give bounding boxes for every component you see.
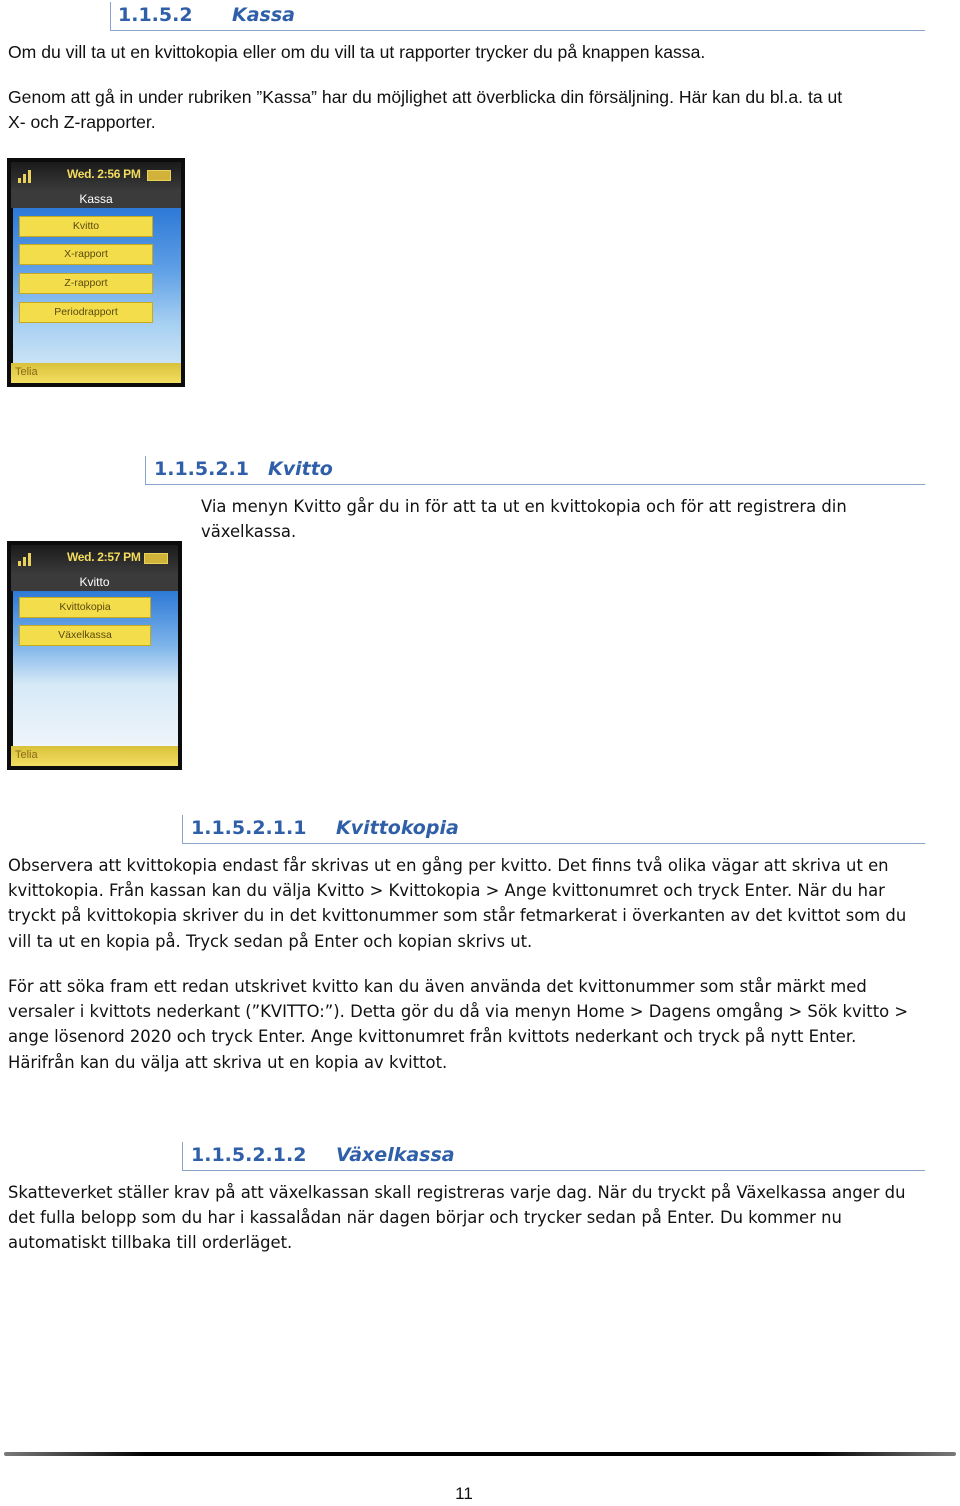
text-line: växelkassa. [201,522,297,542]
heading-number: 1.1.5.2.1.2 [191,1144,307,1166]
heading-title: Kassa [232,4,295,26]
softkey-label[interactable]: Telia [15,366,38,378]
text-line: Härifrån kan du välja att skriva ut en kopia av kvittot. [8,1052,448,1072]
phone-time: Wed. 2:56 PM [67,167,141,181]
text-line: För att söka fram ett redan utskrivet kvitto kan du även använda det kvittonummer som står märkt med [8,977,867,996]
heading-kvittokopia [182,815,925,844]
phone-screen [13,208,181,363]
footer-divider [4,1452,956,1456]
kvitto-paragraph [201,494,847,544]
kassa-paragraph-2 [8,85,842,135]
phone-softkey-bar [11,746,178,766]
heading-vaxelkassa [182,1142,925,1171]
signal-icon [17,166,37,184]
phone-status-bar [11,545,178,573]
menu-button-kvittokopia[interactable]: Kvittokopia [19,597,151,618]
battery-icon [144,553,168,564]
text-line: Skatteverket ställer krav på att växelkassan skall registreras varje dag. När du tryckt på Växelkassa anger du [8,1183,906,1202]
phone-screenshot-kassa [7,158,185,387]
heading-kvitto [145,456,925,485]
kvittokopia-paragraph-2 [8,974,908,1075]
page-number: 11 [455,1484,473,1503]
menu-button-vaxelkassa[interactable]: Växelkassa [19,625,151,646]
vaxelkassa-paragraph [8,1180,905,1256]
text-line: vill ta ut en kopia på. Tryck sedan på Enter och kopian skrivs ut. [8,931,533,951]
menu-button-periodrapport[interactable]: Periodrapport [19,302,153,323]
kassa-paragraph-1 [8,40,705,65]
heading-title: Kvittokopia [336,817,459,839]
text-line: automatiskt tillbaka till orderläget. [8,1233,293,1253]
text-line: Om du vill ta ut en kvittokopia eller om du vill ta ut rapporter trycker du på knappen kassa. [8,42,706,62]
menu-button-z-rapport[interactable]: Z-rapport [19,273,153,294]
phone-softkey-bar [11,363,181,383]
heading-title: Kvitto [268,458,333,480]
phone-screen [13,591,178,746]
menu-button-kvitto[interactable]: Kvitto [19,216,153,237]
text-line: Observera att kvittokopia endast får skrivas ut en gång per kvitto. Det finns två olika vägar att skriva ut en [8,856,889,875]
phone-time: Wed. 2:57 PM [67,550,141,564]
phone-screen-title: Kassa [11,190,181,208]
phone-status-bar [11,162,181,190]
phone-screen-title: Kvitto [11,573,178,591]
phone-screenshot-kvitto [7,541,182,770]
text-line: ange lösenord 2020 och tryck Enter. Ange kvittonumret från kvittots nederkant och tryck på nytt Enter. [8,1027,857,1047]
menu-button-x-rapport[interactable]: X-rapport [19,244,153,265]
heading-number: 1.1.5.2 [118,4,193,26]
heading-number: 1.1.5.2.1 [154,458,249,480]
heading-kassa [110,2,925,31]
text-line: Via menyn Kvitto går du in för att ta ut en kvittokopia och för att registrera din [201,497,847,516]
battery-icon [147,170,171,181]
text-line: det fulla belopp som du har i kassalådan när dagen börjar och trycker sedan på Enter. Du kommer nu [8,1208,842,1228]
text-line: X- och Z-rapporter. [8,112,156,133]
text-line: Genom att gå in under rubriken ”Kassa” har du möjlighet att överblicka din försäljning. Här kan du bl.a. ta ut [8,87,843,107]
text-line: tryckt på kvittokopia skriver du in det kvittonummer som står fetmarkerat i överkanten av det kvittot som du [8,906,907,926]
heading-title: Växelkassa [336,1144,455,1166]
text-line: versaler i kvittots nederkant (”KVITTO:”). Detta gör du då via menyn Home > Dagens omgång > Sök kvitto > [8,1002,909,1022]
text-line: kvittokopia. Från kassan kan du välja Kvitto > Kvittokopia > Ange kvittonumret och tryck Enter. När du har [8,881,885,901]
softkey-label[interactable]: Telia [15,749,38,761]
heading-number: 1.1.5.2.1.1 [191,817,307,839]
kvittokopia-paragraph-1 [8,853,906,954]
signal-icon [17,549,37,567]
